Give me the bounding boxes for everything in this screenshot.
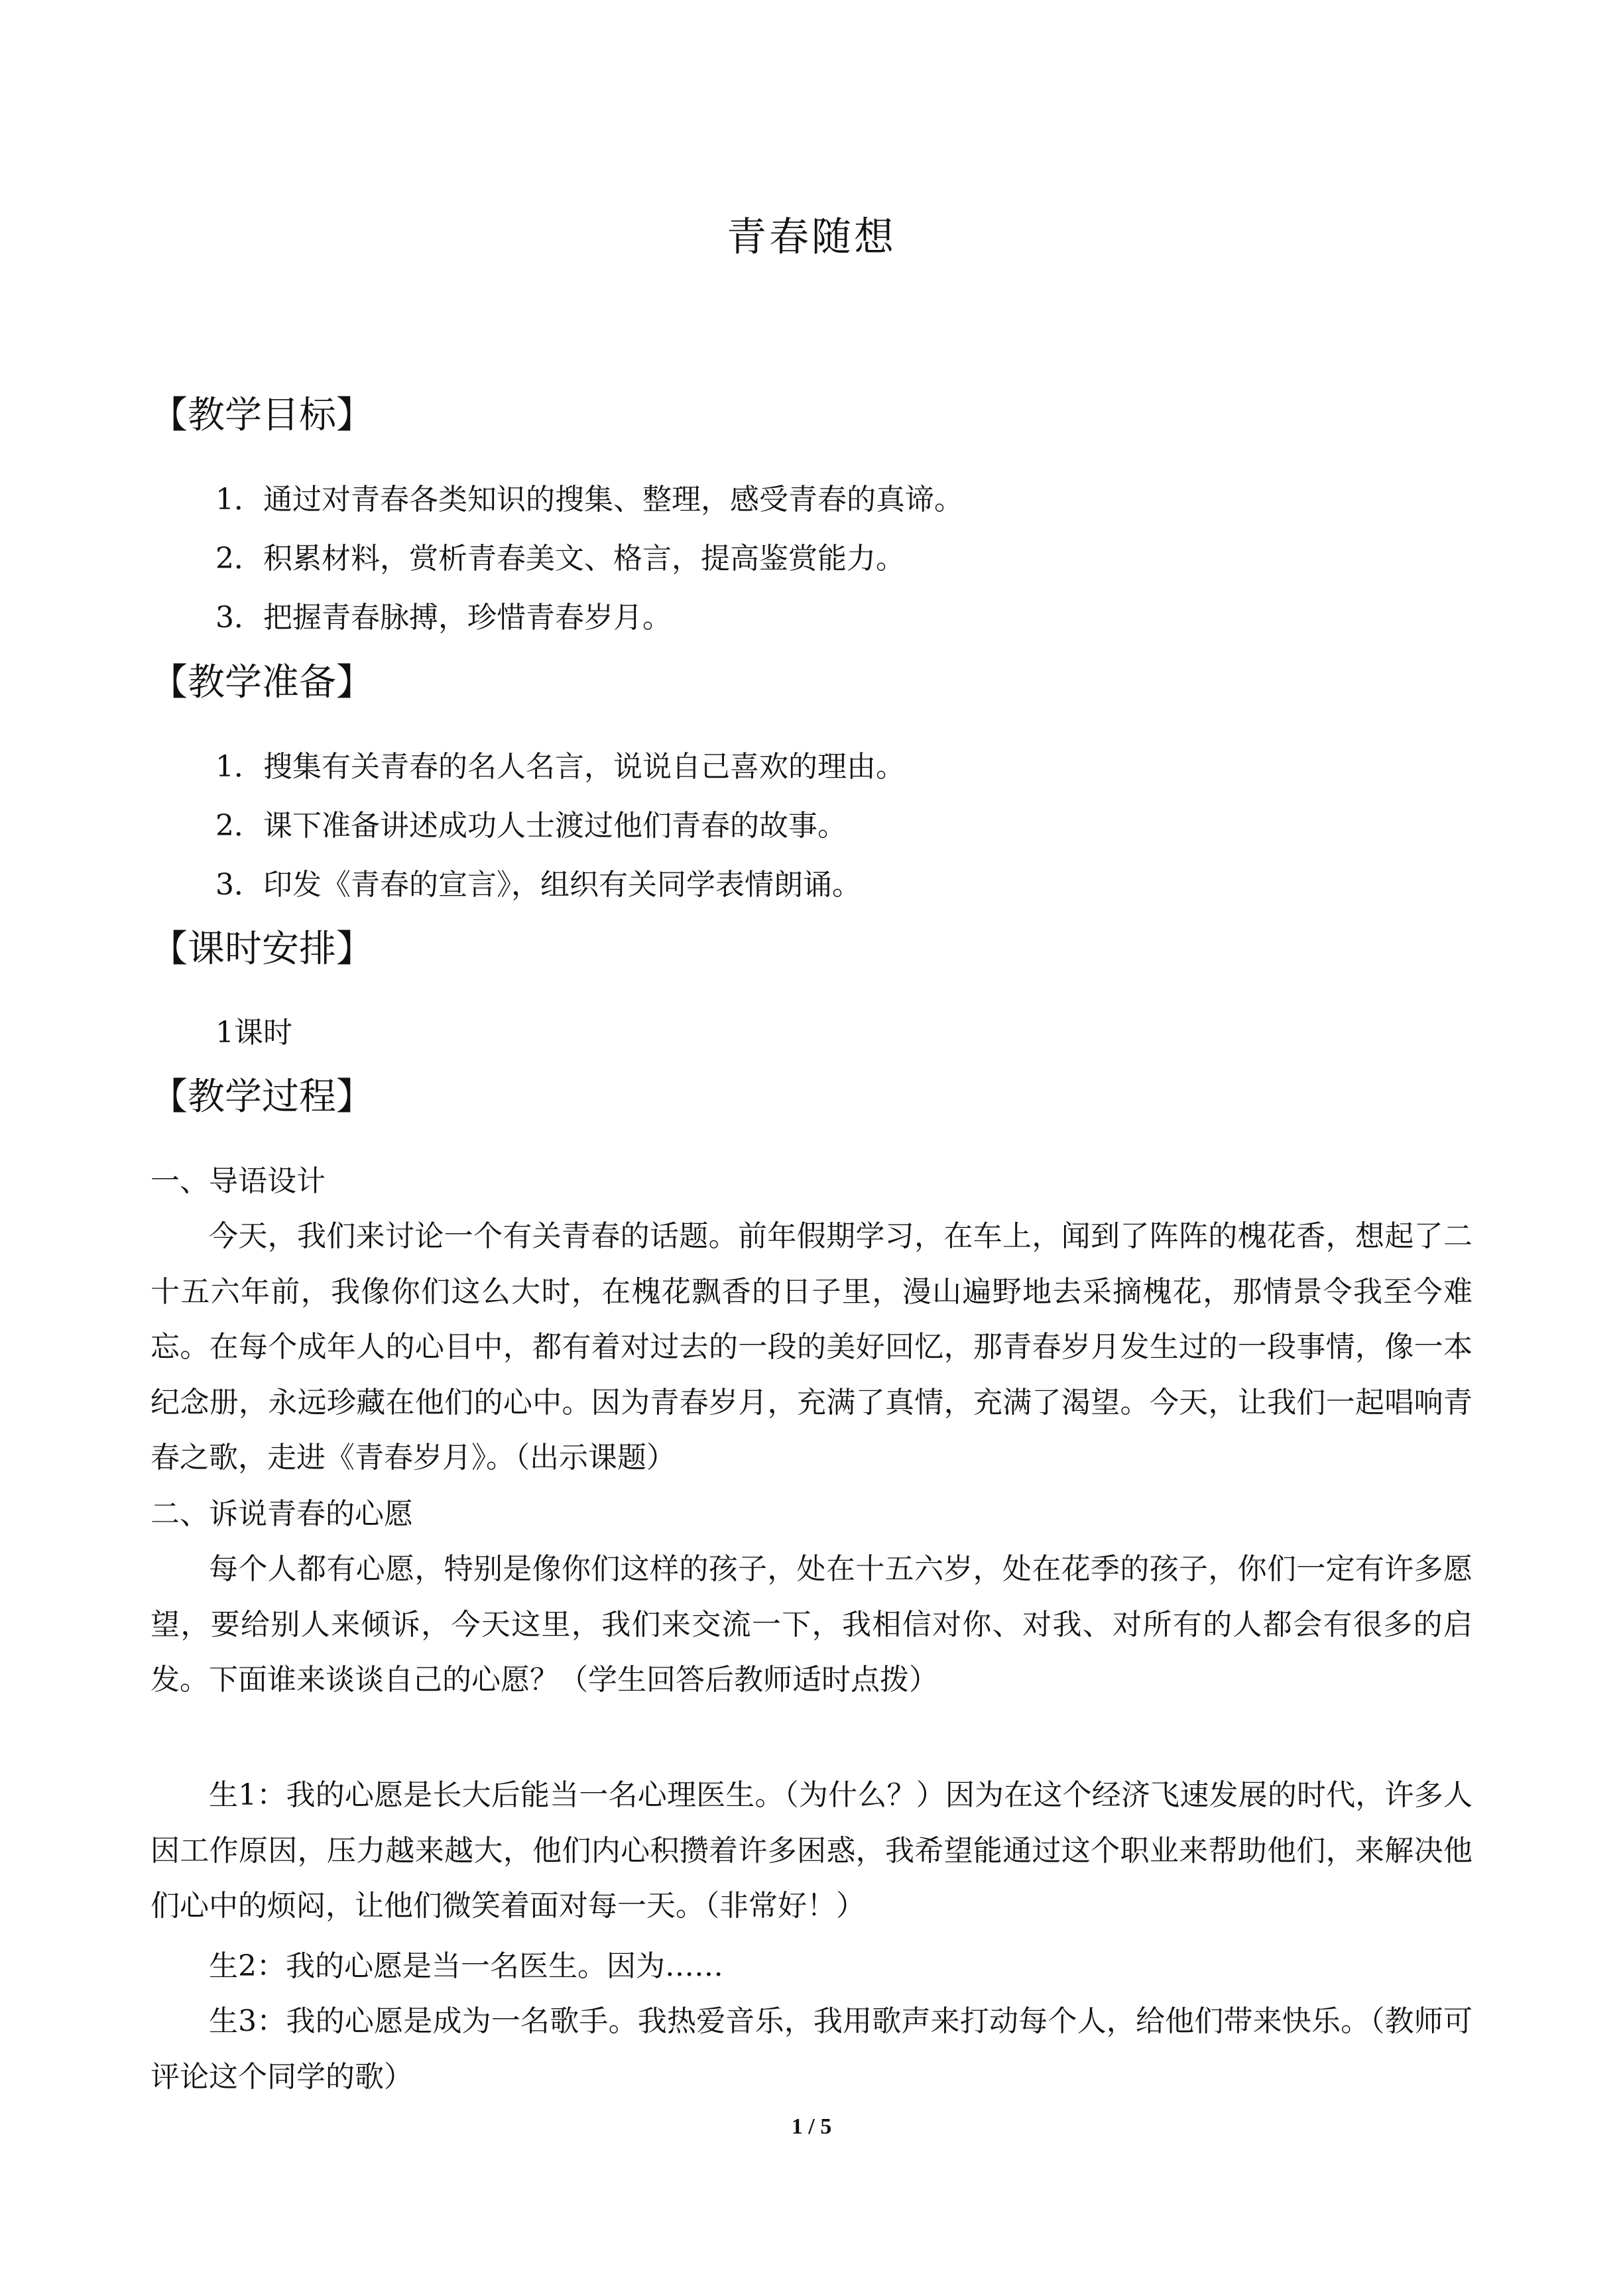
- process-part2-paragraph: 每个人都有心愿，特别是像你们这样的孩子，处在十五六岁，处在花季的孩子，你们一定有许多愿望，要给别人来倾诉，今天这里，我们来交流一下，我相信对你、对我、对所有的人都会有很多的启发。下面谁来谈谈自己的心愿？（学生回答后教师适时点拨）: [150, 1552, 1473, 1697]
- process-part2-title: 二、诉说青春的心愿: [150, 1497, 413, 1531]
- preparation-item-1: 1．搜集有关青春的名人名言，说说自己喜欢的理由。: [215, 750, 905, 784]
- student-answer-1: 生1：我的心愿是长大后能当一名心理医生。（为什么？）因为在这个经济飞速发展的时代，许多人因工作原因，压力越来越大，他们内心积攒着许多困惑，我希望能通过这个职业来帮助他们，来解决他们心中的烦闷，让他们微笑着面对每一天。（非常好！）: [150, 1778, 1473, 1923]
- preparation-item-3: 3．印发《青春的宣言》，组织有关同学表情朗诵。: [215, 868, 861, 902]
- preparation-item-2: 2．课下准备讲述成功人士渡过他们青春的故事。: [215, 809, 847, 843]
- student-answer-3: 生3：我的心愿是成为一名歌手。我热爱音乐，我用歌声来打动每个人，给他们带来快乐。（教师可评论这个同学的歌）: [150, 2004, 1473, 2094]
- heading-schedule: 【课时安排】: [150, 928, 373, 971]
- process-part1-title: 一、导语设计: [150, 1164, 326, 1198]
- student-answer-2: 生2：我的心愿是当一名医生。因为……: [209, 1949, 723, 1983]
- objective-item-2: 2．积累材料，赏析青春美文、格言，提高鉴赏能力。: [215, 542, 905, 575]
- schedule-item-1: 1课时: [215, 1016, 292, 1050]
- heading-process: 【教学过程】: [150, 1075, 373, 1118]
- process-part1-paragraph: 今天，我们来讨论一个有关青春的话题。前年假期学习，在车上，闻到了阵阵的槐花香，想起了二十五六年前，我像你们这么大时，在槐花飘香的日子里，漫山遍野地去采摘槐花，那情景令我至今难忘。在每个成年人的心目中，都有着对过去的一段的美好回忆，那青春岁月发生过的一段事情，像一本纪念册，永远珍藏在他们的心中。因为青春岁月，充满了真情，充满了渴望。今天，让我们一起唱响青春之歌，走进《青春岁月》。（出示课题）: [150, 1219, 1473, 1475]
- page-title: 青春随想: [727, 214, 896, 261]
- page-number: 1 / 5: [791, 2114, 832, 2139]
- objective-item-3: 3．把握青春脉搏，珍惜青春岁月。: [215, 601, 672, 634]
- objective-item-1: 1．通过对青春各类知识的搜集、整理，感受青春的真谛。: [215, 483, 963, 516]
- heading-objectives: 【教学目标】: [150, 394, 373, 437]
- heading-preparation: 【教学准备】: [150, 661, 373, 704]
